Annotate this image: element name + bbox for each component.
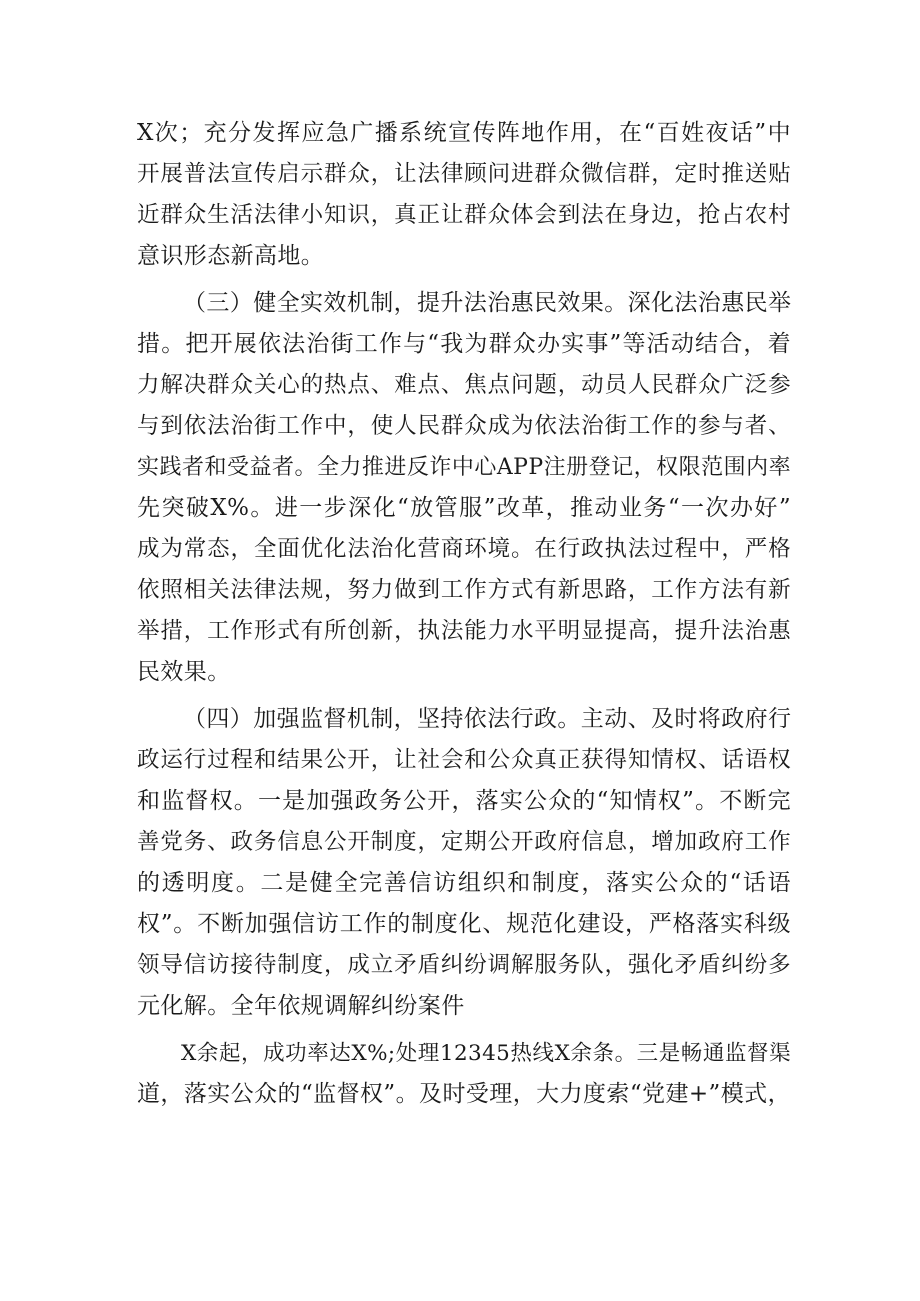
paragraph-2-line-9: 举措，工作形式有所创新，执法能力水平明显提高，提升法治惠 (137, 618, 791, 644)
paragraph-2-line-8: 依照相关法律法规，努力做到工作方式有新思路，工作方法有新 (137, 577, 791, 603)
paragraph-2-line-4: 与到依法治街工作中，使人民群众成为依法治街工作的参与者、 (137, 413, 791, 439)
paragraph-4-line-1: X余起，成功率达X%;处理12345热线X余条。三是畅通监督渠 (181, 1041, 791, 1066)
paragraph-2-line-5: 实践者和受益者。全力推进反诈中心APP注册登记，权限范围内率 (137, 455, 791, 480)
paragraph-3-line-6: 权”。不断加强信访工作的制度化、规范化建设，严格落实科级 (137, 911, 791, 937)
paragraph-3-line-4: 善党务、政务信息公开制度，定期公开政府信息，增加政府工作 (137, 829, 791, 855)
paragraph-4 (137, 1033, 791, 1115)
document-page (137, 113, 791, 1115)
paragraph-2-line-3: 力解决群众关心的热点、难点、焦点问题，动员人民群众广泛参 (137, 372, 791, 398)
paragraph-2-line-10: 民效果。 (137, 659, 231, 685)
paragraph-2 (137, 283, 791, 693)
paragraph-2-line-1: （三）健全实效机制，提升法治惠民效果。深化法治惠民举 (183, 290, 792, 316)
paragraph-2-line-7: 成为常态，全面优化法治化营商环境。在行政执法过程中，严格 (137, 536, 791, 562)
paragraph-1-line-2: 开展普法宣传启示群众，让法律顾问进群众微信群，定时推送贴 (137, 161, 791, 187)
paragraph-3-line-7: 领导信访接待制度，成立矛盾纠纷调解服务队，强化矛盾纠纷多 (137, 952, 791, 978)
paragraph-2-line-6: 先突破X%。进一步深化“放管服”改革，推动业务“一次办好” (137, 495, 791, 521)
paragraph-3-line-5: 的透明度。二是健全完善信访组织和制度，落实公众的“话语 (137, 870, 791, 896)
paragraph-1-line-4: 意识形态新高地。 (137, 243, 325, 269)
paragraph-1-line-1: X次；充分发挥应急广播系统宣传阵地作用，在“百姓夜话”中 (137, 120, 791, 146)
paragraph-3-line-8: 元化解。全年依规调解纠纷案件 (137, 993, 465, 1019)
paragraph-3-line-1: （四）加强监督机制，坚持依法行政。主动、及时将政府行 (183, 706, 792, 732)
paragraph-3 (137, 699, 791, 1027)
paragraph-1-line-3: 近群众生活法律小知识，真正让群众体会到法在身边，抢占农村 (137, 202, 791, 228)
paragraph-3-line-2: 政运行过程和结果公开，让社会和公众真正获得知情权、话语权 (137, 747, 791, 773)
paragraph-1 (137, 113, 791, 277)
paragraph-2-line-2: 措。把开展依法治街工作与“我为群众办实事”等活动结合，着 (137, 331, 791, 357)
paragraph-3-line-3: 和监督权。一是加强政务公开，落实公众的“知情权”。不断完 (137, 788, 791, 814)
paragraph-4-line-2: 道，落实公众的“监督权”。及时受理，大力度索“党建+”模式， (137, 1081, 791, 1107)
